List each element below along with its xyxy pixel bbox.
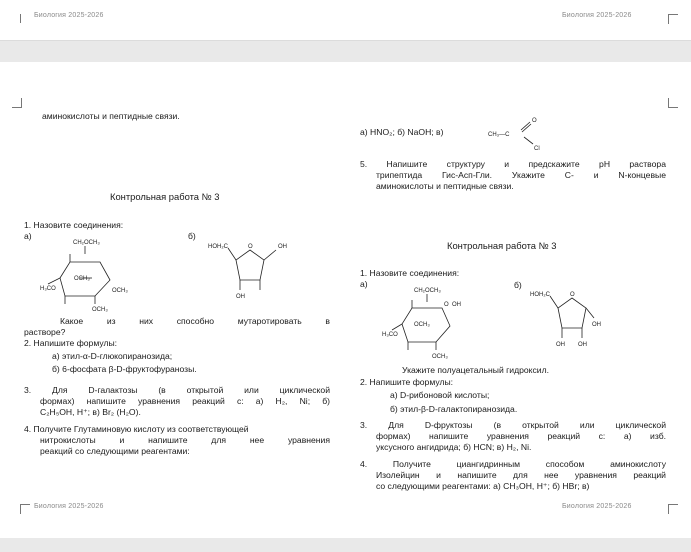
structure-label: HOH₂C	[530, 292, 550, 298]
carry-over-reagents: а) HNO₂; б) NaOH; в)	[360, 127, 444, 137]
crop-mark	[668, 98, 678, 108]
structure-label: Cl	[534, 146, 540, 152]
question-2: 2. Напишите формулы:	[360, 377, 454, 387]
option-a-label: а)	[24, 231, 32, 241]
question-4-text: нитрокислоты и напишите для нее уравнения	[40, 435, 330, 445]
structure-label: CH₂OCH₃	[414, 288, 441, 294]
question-3-line3: C₂H₅OH, H⁺; в) Br₂ (H₂O).	[40, 407, 141, 417]
question-4-line1	[360, 459, 666, 470]
crop-mark	[668, 14, 678, 24]
structure-label: OCH₃	[432, 354, 448, 360]
structure-label: OCH₃	[414, 322, 430, 328]
question-2b: б) 6-фосфата β-D-фруктофуранозы.	[52, 364, 197, 374]
question-5-text: трипептида Гис-Асп-Гли. Укажите C- и N-концевые	[376, 170, 666, 180]
structure-label: CH₂OCH₃	[73, 240, 100, 246]
structure-label: OH	[452, 302, 461, 308]
structure-furanose	[530, 284, 620, 354]
question-3-text: формах) напишите уравнения реакций с: а) H₂, Ni; б)	[40, 396, 330, 406]
structure-label: O	[444, 302, 449, 308]
question-5-text: 5. Напишите структуру и предскажите pH раствора	[360, 159, 666, 169]
structure-label: OCH₃	[74, 276, 90, 282]
question-3-line3: уксусного ангидрида; б) HCN; в) H₂, Ni.	[376, 442, 532, 452]
question-4-text: Изолейцин и напишите для нее уравнения реакций	[376, 470, 666, 480]
question-4-line2	[376, 470, 666, 481]
running-footer-right: Биология 2025-2026	[562, 503, 632, 510]
structure-label: HOH₂C	[208, 244, 228, 250]
option-b-label: б)	[514, 280, 522, 290]
question-1: 1. Назовите соединения:	[24, 220, 124, 230]
question-2a: а) этил-α-D-глюкопиранозида;	[52, 351, 173, 361]
structure-label: H₃CO	[382, 332, 398, 338]
crop-mark	[20, 14, 30, 23]
structure-label: OH	[578, 342, 587, 348]
crop-mark	[668, 504, 678, 514]
question-2b: б) этил-β-D-галактопиранозида.	[390, 404, 518, 414]
structure-label: H₃CO	[40, 286, 56, 292]
question-4-line3: со следующими реагентами: а) CH₃OH, H⁺; б) HBr; в)	[376, 481, 590, 491]
structure-pyranose-methyl	[382, 282, 492, 362]
test-title: Контрольная работа № 3	[110, 191, 220, 202]
question-1-tail-2: растворе?	[24, 327, 66, 337]
question-3-text: формах) напишите уравнения реакций с: а) изб.	[376, 431, 666, 441]
structure-pyranose-methyl	[40, 234, 150, 314]
question-5-line3: аминокислоты и пептидные связи.	[376, 181, 514, 191]
structure-label: CH₃—C	[488, 132, 510, 138]
question-3-line1	[360, 420, 666, 431]
structure-label: OH	[592, 322, 601, 328]
previous-page-strip	[0, 0, 691, 41]
crop-mark	[20, 504, 30, 514]
running-header-left: Биология 2025-2026	[34, 12, 104, 19]
question-3-line2	[40, 396, 330, 407]
question-2: 2. Напишите формулы:	[24, 338, 118, 348]
question-5-line2	[376, 170, 666, 181]
option-b-label: б)	[188, 231, 196, 241]
question-1-tail	[60, 316, 330, 327]
option-a-label: а)	[360, 279, 368, 289]
crop-mark	[12, 98, 22, 108]
question-3-text: 3. Для D-галактозы (в открытой или циклической	[24, 385, 330, 395]
test-title: Контрольная работа № 3	[447, 240, 557, 251]
running-header-right: Биология 2025-2026	[562, 12, 632, 19]
question-4-line2	[40, 435, 330, 446]
question-5-line1	[360, 159, 666, 170]
structure-label: OCH₃	[112, 288, 128, 294]
question-4-line1: 4. Получите Глутаминовую кислоту из соответствующей	[24, 424, 249, 434]
question-4-text: 4. Получите циангидринным способом аминокислоту	[360, 459, 666, 469]
running-footer-left: Биология 2025-2026	[34, 503, 104, 510]
structure-acetyl-chloride	[488, 116, 558, 152]
carry-over-line: аминокислоты и пептидные связи.	[42, 111, 180, 121]
question-1-tail: Укажите полуацетальный гидроксил.	[402, 365, 549, 375]
structure-label: OH	[236, 294, 245, 300]
structure-label: O	[532, 118, 537, 124]
structure-furanose	[208, 236, 298, 306]
question-4-line3: реакций со следующими реагентами:	[40, 446, 190, 456]
question-1: 1. Назовите соединения:	[360, 268, 460, 278]
question-3-line2	[376, 431, 666, 442]
structure-label: OCH₃	[92, 307, 108, 313]
structure-label: O	[570, 292, 575, 298]
structure-label: O	[248, 244, 253, 250]
structure-label: OH	[278, 244, 287, 250]
question-2a: а) D-рибоновой кислоты;	[390, 390, 490, 400]
question-3-line1	[24, 385, 330, 396]
question-1-tail-text: Какое из них способно мутаротировать в	[60, 316, 330, 326]
structure-label: OH	[556, 342, 565, 348]
question-3-text: 3. Для D-фруктозы (в открытой или циклической	[360, 420, 666, 430]
